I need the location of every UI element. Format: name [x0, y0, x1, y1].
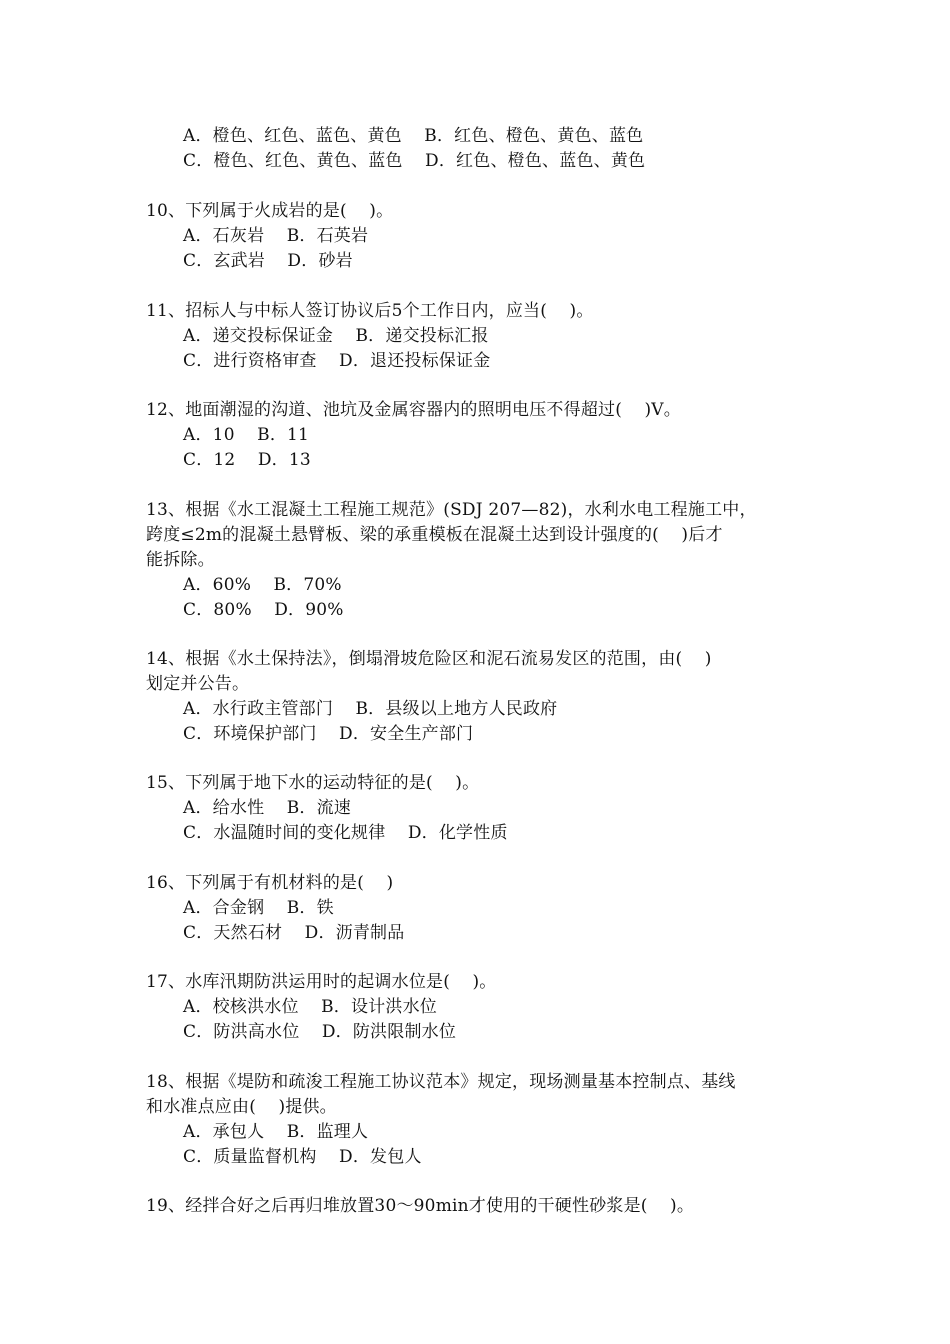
q12-options-line1: A．10 B．11: [183, 425, 310, 445]
q9-options-line1: A．橙色、红色、蓝色、黄色 B．红色、橙色、黄色、蓝色: [183, 126, 644, 146]
q18-stem-line1: 18、根据《堤防和疏浚工程施工协议范本》规定，现场测量基本控制点、基线: [146, 1072, 736, 1092]
q18-stem-line2: 和水准点应由( )提供。: [146, 1097, 337, 1117]
q15-options-line2: C．水温随时间的变化规律 D．化学性质: [183, 823, 508, 843]
q13-options-line1: A．60% B．70%: [183, 575, 342, 595]
q13-stem-line2: 跨度≤2m的混凝土悬臂板、梁的承重模板在混凝土达到设计强度的( )后才: [146, 525, 723, 545]
q14-stem-line2: 划定并公告。: [146, 674, 250, 694]
q18-options-line1: A．承包人 B．监理人: [183, 1122, 369, 1142]
q10-stem: 10、下列属于火成岩的是( )。: [146, 201, 394, 221]
q10-options-line2: C．玄武岩 D．砂岩: [183, 251, 353, 271]
q16-options-line2: C．天然石材 D．沥青制品: [183, 923, 405, 943]
q13-stem-line3: 能拆除。: [146, 550, 215, 570]
q11-options-line2: C．进行资格审查 D．退还投标保证金: [183, 351, 491, 371]
q14-options-line1: A．水行政主管部门 B．县级以上地方人民政府: [183, 699, 558, 719]
q12-stem: 12、地面潮湿的沟道、池坑及金属容器内的照明电压不得超过( )V。: [146, 400, 681, 420]
q13-stem-line1: 13、根据《水工混凝土工程施工规范》(SDJ 207—82)，水利水电工程施工中，: [146, 500, 757, 520]
q11-options-line1: A．递交投标保证金 B．递交投标汇报: [183, 326, 489, 346]
q18-options-line2: C．质量监督机构 D．发包人: [183, 1147, 422, 1167]
q19-stem: 19、经拌合好之后再归堆放置30～90min才使用的干硬性砂浆是( )。: [146, 1196, 695, 1216]
q16-stem: 16、下列属于有机材料的是( ): [146, 873, 394, 893]
q14-options-line2: C．环境保护部门 D．安全生产部门: [183, 724, 474, 744]
q11-stem: 11、招标人与中标人签订协议后5个工作日内，应当( )。: [146, 301, 594, 321]
q17-stem: 17、水库汛期防洪运用时的起调水位是( )。: [146, 972, 497, 992]
q15-options-line1: A．给水性 B．流速: [183, 798, 351, 818]
q10-options-line1: A．石灰岩 B．石英岩: [183, 226, 369, 246]
q9-options-line2: C．橙色、红色、黄色、蓝色 D．红色、橙色、蓝色、黄色: [183, 151, 646, 171]
q15-stem: 15、下列属于地下水的运动特征的是( )。: [146, 773, 480, 793]
q13-options-line2: C．80% D．90%: [183, 600, 344, 620]
q16-options-line1: A．合金钢 B．铁: [183, 898, 334, 918]
q14-stem-line1: 14、根据《水土保持法》，倒塌滑坡危险区和泥石流易发区的范围，由( ): [146, 649, 712, 669]
q17-options-line2: C．防洪高水位 D．防洪限制水位: [183, 1022, 457, 1042]
q17-options-line1: A．校核洪水位 B．设计洪水位: [183, 997, 437, 1017]
q12-options-line2: C．12 D．13: [183, 450, 311, 470]
